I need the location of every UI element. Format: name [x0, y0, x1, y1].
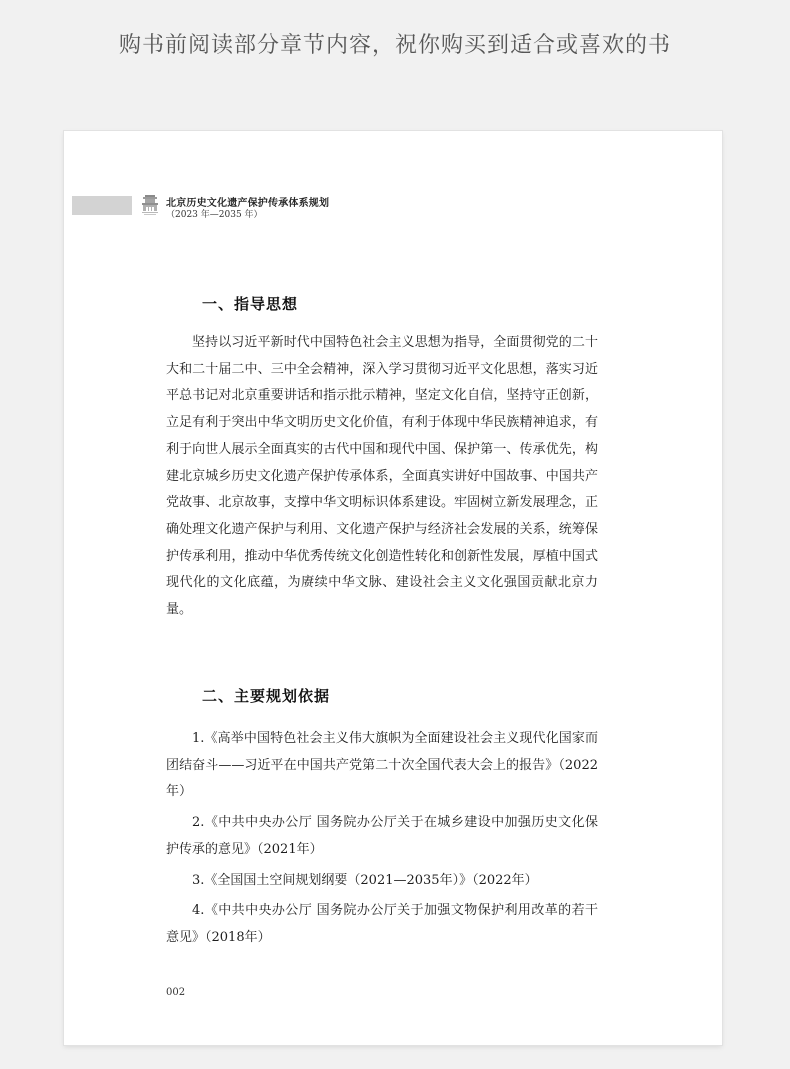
reference-item: 4.《中共中央办公厅 国务院办公厅关于加强文物保护利用改革的若干意见》（2018年） — [166, 903, 598, 945]
tiananmen-emblem-icon — [141, 194, 159, 216]
reference-item: 2.《中共中央办公厅 国务院办公厅关于在城乡建设中加强历史文化保护传承的意见》（2021年） — [166, 815, 598, 857]
chapter-tab-marker — [72, 196, 132, 215]
book-page — [64, 131, 722, 1045]
preview-notice-banner: 购书前阅读部分章节内容，祝你购买到适合或喜欢的书 — [0, 0, 790, 86]
reference-item: 1.《高举中国特色社会主义伟大旗帜为全面建设社会主义现代化国家而团结奋斗——习近平在中国共产党第二十次全国代表大会上的报告》（2022年） — [166, 731, 598, 800]
guiding-thought-body — [166, 330, 598, 624]
running-header-subtitle: （2023 年—2035 年） — [166, 210, 263, 220]
page-number: 002 — [166, 987, 186, 998]
planning-basis-list — [166, 726, 598, 956]
running-header-title: 北京历史文化遗产保护传承体系规划 — [166, 198, 330, 209]
guiding-thought-paragraph: 坚持以习近平新时代中国特色社会主义思想为指导，全面贯彻党的二十大和二十届二中、三中全会精神，深入学习贯彻习近平文化思想，落实习近平总书记对北京重要讲话和指示批示精神，坚定文化自信，坚持守正创新，立足有利于突出中华文明历史文化价值，有利于体现中华民族精神追求，有利于向世人展示全面真实的古代中国和现代中国、保护第一、传承优先，构建北京城乡历史文化遗产保护传承体系，全面真实讲好中国故事、中国共产党故事、北京故事，支撑中华文明标识体系建设。牢固树立新发展理念，正确处理文化遗产保护与利用、文化遗产保护与经济社会发展的关系，统筹保护传承利用，推动中华优秀传统文化创造性转化和创新性发展，厚植中国式现代化的文化底蕴，为赓续中华文脉、建设社会主义文化强国贡献北京力量。 — [166, 335, 598, 618]
section-heading-planning-basis: 二、主要规划依据 — [202, 687, 331, 705]
section-heading-guiding-thought: 一、指导思想 — [202, 295, 299, 313]
reference-item: 3.《全国国土空间规划纲要（2021—2035年）》（2022年） — [192, 872, 538, 888]
